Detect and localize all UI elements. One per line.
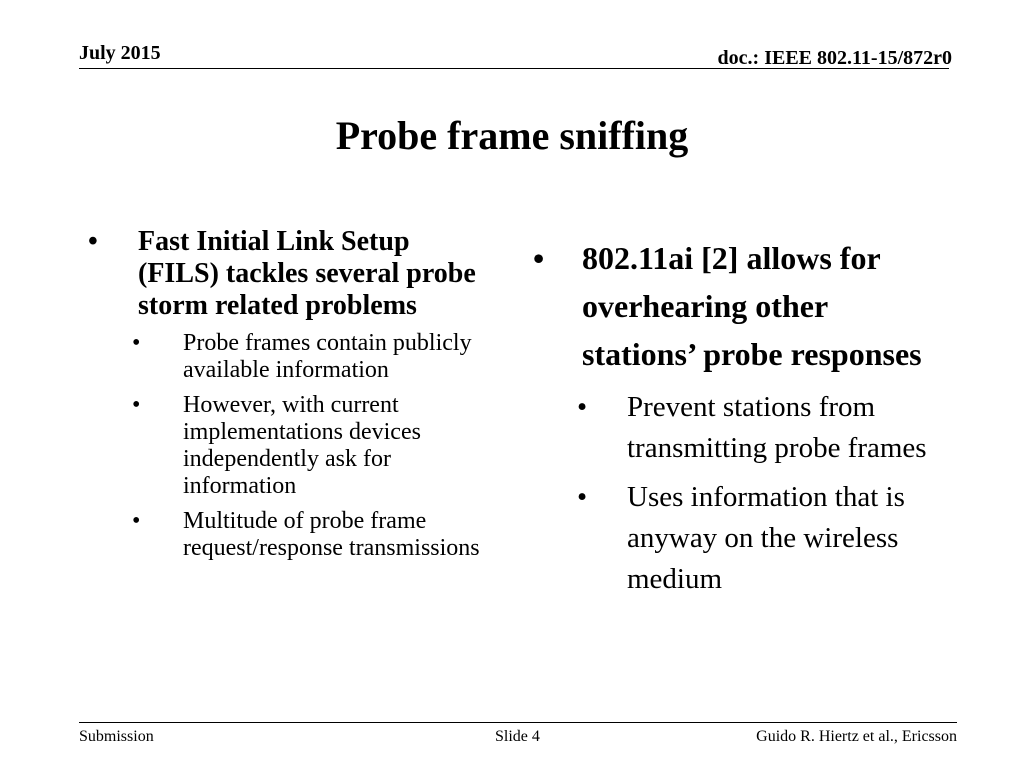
footer-slide-number: Slide 4 [495, 728, 540, 745]
footer-divider [79, 722, 957, 723]
slide-title: Probe frame sniffing [335, 113, 689, 158]
left-sub-point-2 [84, 392, 484, 500]
bullet-icon: • [577, 481, 588, 513]
footer-author: Guido R. Hiertz et al., Ericsson [756, 728, 957, 745]
right-main-point [527, 234, 947, 378]
bullet-icon: • [132, 330, 141, 356]
left-main-point-text: Fast Initial Link Setup (FILS) tackles several probe storm related problems [138, 226, 476, 321]
right-sub-point-2 [527, 477, 947, 600]
left-sub-point-1 [84, 330, 484, 384]
footer-submission: Submission [79, 728, 154, 745]
bullet-icon: • [132, 508, 141, 534]
left-sub-point-text: However, with current implementations devices independently ask for information [183, 392, 421, 499]
header-divider [79, 68, 949, 69]
left-sub-point-3 [84, 508, 484, 562]
right-sub-point-text: Prevent stations from transmitting probe frames [627, 391, 927, 464]
bullet-icon: • [577, 391, 588, 423]
right-main-point-text: 802.11ai [2] allows for overhearing other stations’ probe responses [582, 240, 922, 372]
header-doc-id: doc.: IEEE 802.11-15/872r0 [717, 47, 952, 69]
header-date: July 2015 [79, 42, 161, 64]
left-main-point [84, 226, 484, 322]
bullet-icon: • [132, 392, 141, 418]
right-sub-point-1 [527, 387, 947, 469]
left-sub-point-text: Multitude of probe frame request/response transmissions [183, 508, 480, 561]
right-column [527, 234, 947, 600]
bullet-icon: • [88, 226, 98, 257]
bullet-icon: • [533, 240, 545, 276]
right-sub-point-text: Uses information that is anyway on the wireless medium [627, 481, 905, 595]
left-sub-point-text: Probe frames contain publicly available information [183, 330, 472, 383]
left-column [84, 226, 484, 562]
